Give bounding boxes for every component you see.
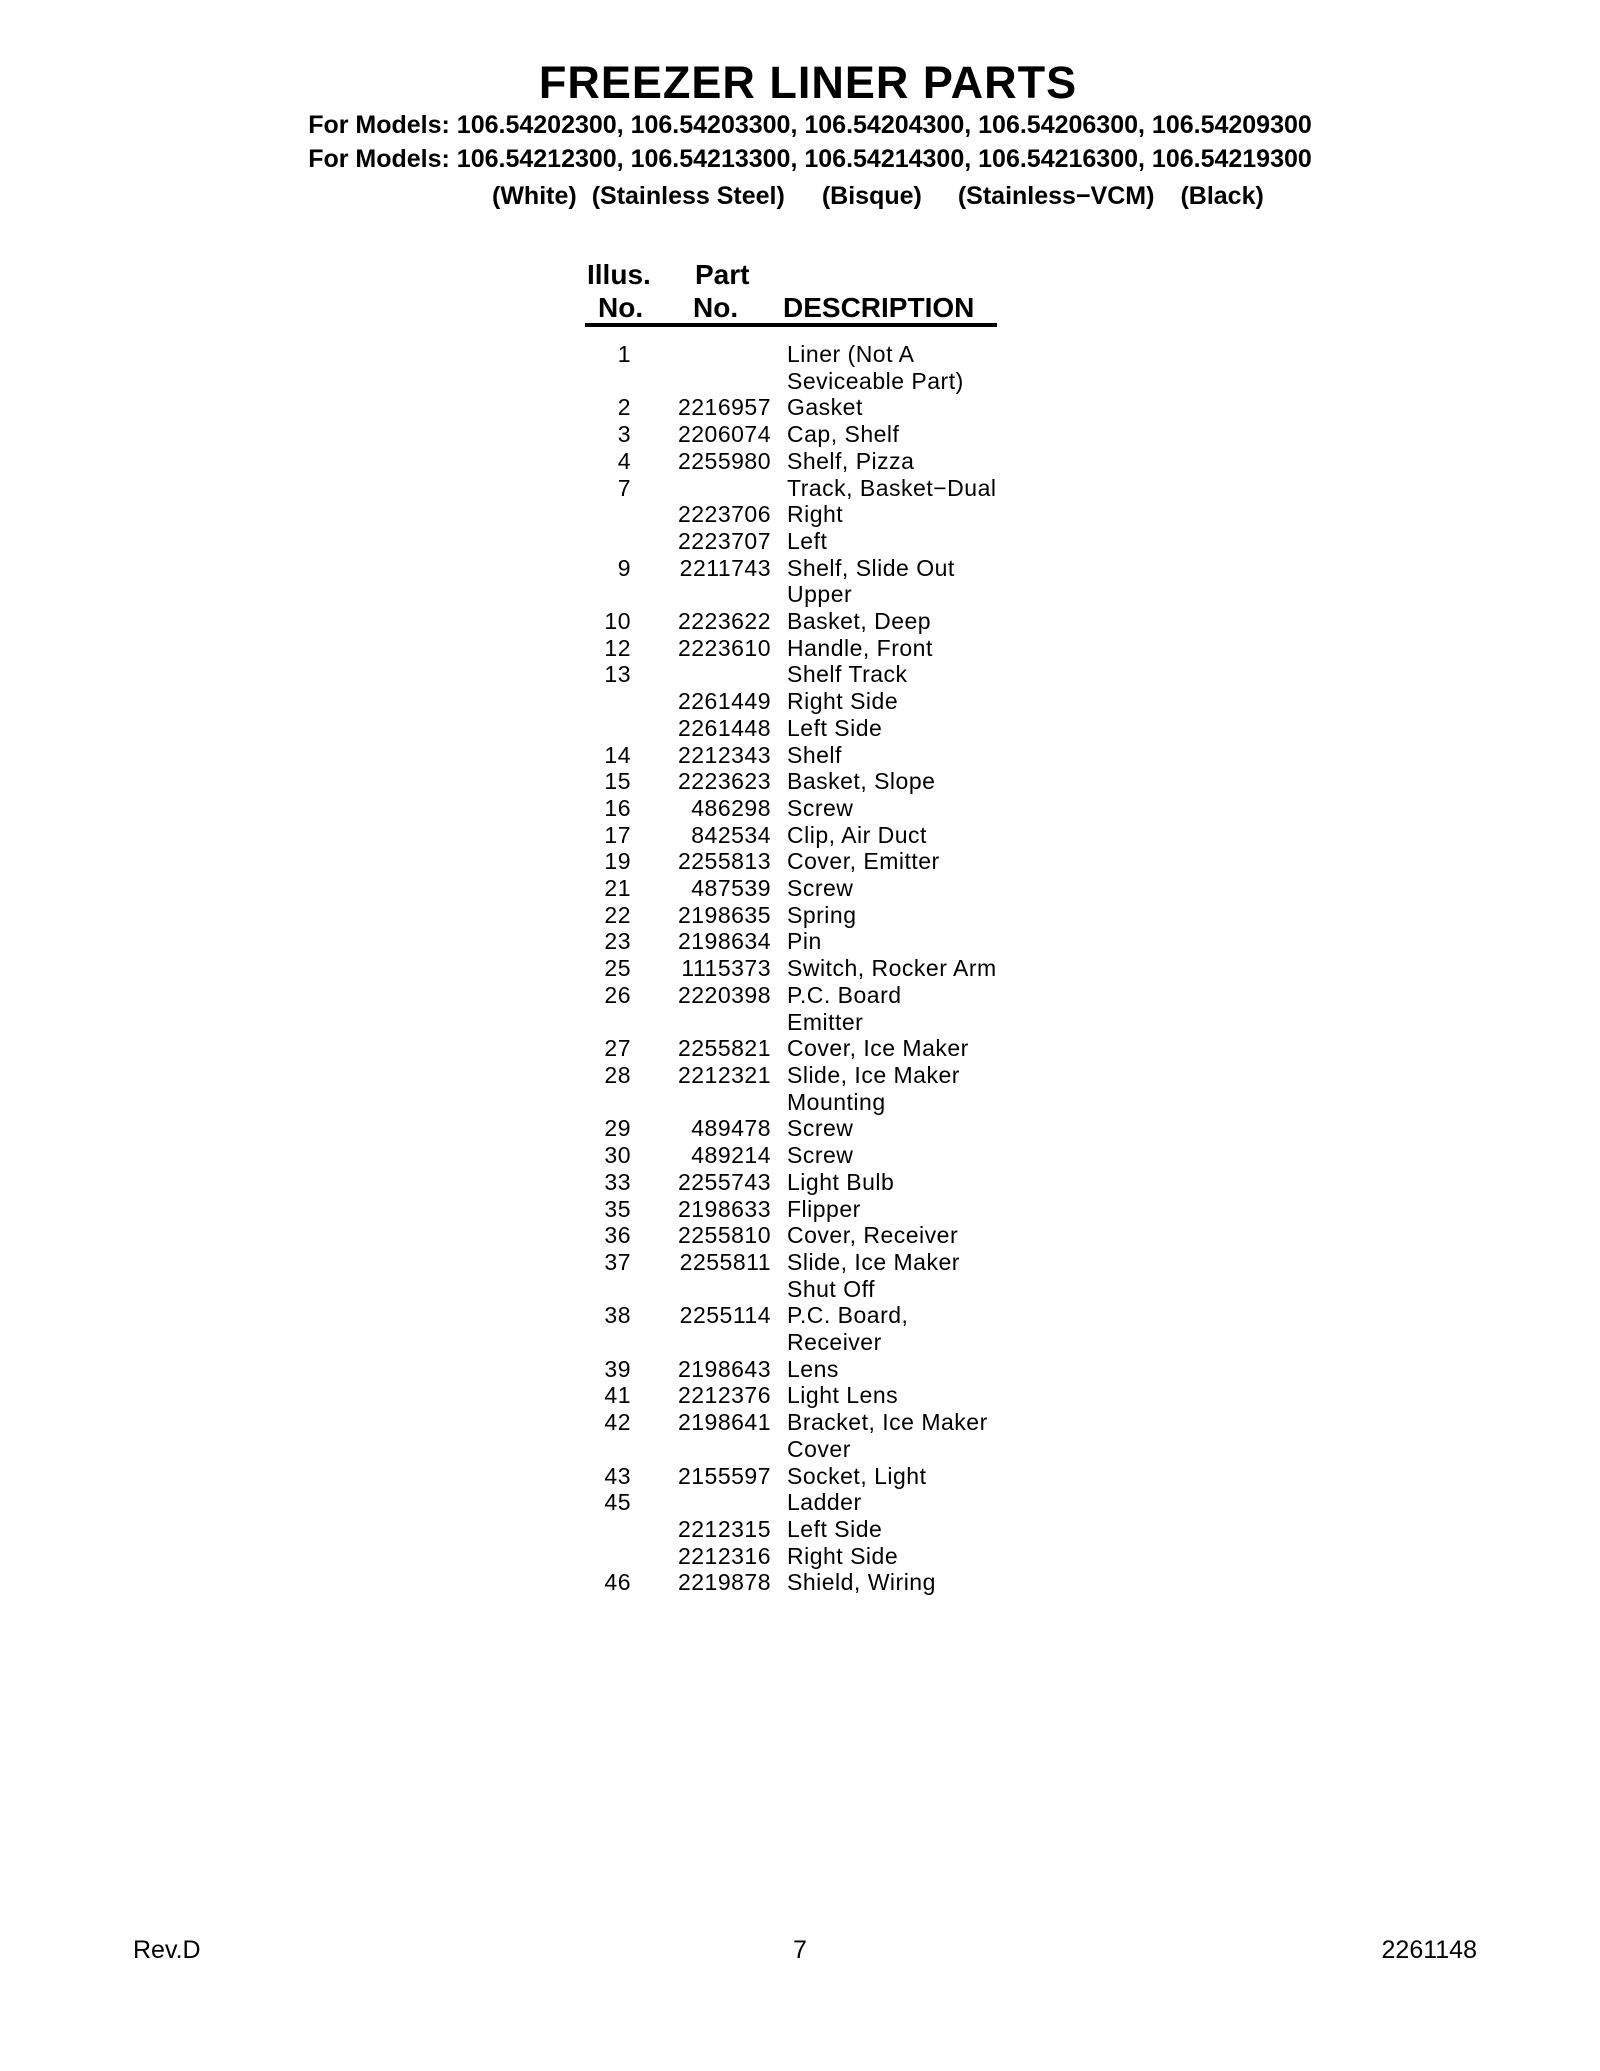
part-no-cell: 2255114 bbox=[679, 1302, 771, 1329]
illus-no-cell: 13 bbox=[604, 661, 631, 688]
illus-no-cell: 33 bbox=[604, 1168, 631, 1195]
table-row bbox=[585, 1302, 997, 1355]
description-line: Cover, Receiver bbox=[787, 1222, 959, 1249]
description-line: Right Side bbox=[787, 688, 899, 715]
description-line: Left Side bbox=[787, 714, 883, 741]
table-row bbox=[585, 795, 997, 822]
part-no-cell: 2198633 bbox=[677, 1195, 771, 1222]
finish-bisque: (Bisque) bbox=[821, 182, 922, 210]
description-cell bbox=[771, 1356, 839, 1383]
table-row bbox=[585, 1356, 997, 1383]
description-line: Screw bbox=[787, 1142, 854, 1169]
description-cell bbox=[771, 1142, 853, 1169]
description-line: Cover, Ice Maker bbox=[787, 1035, 969, 1062]
part-no-cell: 2212315 bbox=[677, 1515, 771, 1542]
description-cell bbox=[771, 555, 955, 608]
table-row bbox=[585, 1222, 997, 1249]
table-row bbox=[585, 501, 997, 528]
table-row bbox=[585, 1516, 997, 1543]
description-line: Track, Basket−Dual bbox=[787, 474, 997, 501]
table-row bbox=[585, 661, 997, 688]
table-row bbox=[585, 1463, 997, 1490]
description-cell bbox=[771, 768, 935, 795]
description-cell bbox=[771, 688, 898, 715]
illus-no-cell: 10 bbox=[604, 608, 631, 635]
description-cell bbox=[771, 742, 842, 769]
table-row bbox=[585, 528, 997, 555]
part-no-cell: 2255980 bbox=[677, 447, 771, 474]
part-no-cell: 2219878 bbox=[677, 1569, 771, 1596]
part-no-cell: 842534 bbox=[691, 821, 771, 848]
part-no-cell: 2198635 bbox=[677, 901, 771, 928]
description-cell bbox=[771, 1569, 936, 1596]
table-row bbox=[585, 715, 997, 742]
illus-no-cell: 39 bbox=[604, 1355, 631, 1382]
description-line: Lens bbox=[787, 1355, 839, 1382]
table-row bbox=[585, 394, 997, 421]
description-cell bbox=[771, 1249, 960, 1302]
table-row bbox=[585, 1196, 997, 1223]
parts-table-body bbox=[585, 341, 997, 1596]
description-line: Clip, Air Duct bbox=[787, 821, 927, 848]
illus-no-cell: 36 bbox=[604, 1222, 631, 1249]
description-line: Shelf bbox=[787, 741, 842, 768]
model-list bbox=[10, 109, 1600, 176]
description-cell bbox=[771, 475, 996, 502]
footer-revision: Rev.D bbox=[133, 1936, 201, 1964]
part-no-cell: 2220398 bbox=[677, 981, 771, 1008]
table-row bbox=[585, 1543, 997, 1570]
part-no-cell: 2212343 bbox=[677, 741, 771, 768]
illus-no-cell: 21 bbox=[604, 875, 631, 902]
description-cell bbox=[771, 1115, 853, 1142]
illus-no-cell: 2 bbox=[617, 394, 631, 421]
description-cell bbox=[771, 421, 899, 448]
description-cell bbox=[771, 1222, 958, 1249]
description-line: Mounting bbox=[787, 1088, 886, 1115]
description-line: P.C. Board bbox=[787, 981, 902, 1008]
table-row bbox=[585, 1489, 997, 1516]
column-header-illus: Illus. bbox=[587, 259, 651, 290]
table-row bbox=[585, 688, 997, 715]
table-row bbox=[585, 635, 997, 662]
table-row bbox=[585, 1115, 997, 1142]
description-cell bbox=[771, 448, 914, 475]
description-line: Screw bbox=[787, 1115, 854, 1142]
illus-no-cell: 23 bbox=[604, 928, 631, 955]
description-line: Emitter bbox=[787, 1008, 864, 1035]
description-cell bbox=[771, 848, 940, 875]
part-no-cell: 2216957 bbox=[677, 394, 771, 421]
description-line: Right bbox=[787, 501, 844, 528]
finish-stainless-steel: (Stainless Steel) bbox=[591, 182, 785, 210]
table-row bbox=[585, 982, 997, 1035]
table-row bbox=[585, 1035, 997, 1062]
description-cell bbox=[771, 1489, 862, 1516]
finish-stainless-vcm: (Stainless−VCM) bbox=[957, 182, 1155, 210]
illus-no-cell: 42 bbox=[604, 1409, 631, 1436]
description-line: Right Side bbox=[787, 1542, 899, 1569]
part-no-cell: 2261448 bbox=[677, 714, 771, 741]
description-line: Shield, Wiring bbox=[787, 1569, 936, 1596]
part-no-cell: 2223707 bbox=[677, 527, 771, 554]
finish-black: (Black) bbox=[1180, 182, 1264, 210]
table-row bbox=[585, 341, 997, 394]
illus-no-cell: 9 bbox=[617, 554, 631, 581]
illus-no-cell: 43 bbox=[604, 1462, 631, 1489]
description-line: Cap, Shelf bbox=[787, 421, 900, 448]
part-no-cell: 2212321 bbox=[677, 1061, 771, 1088]
illus-no-cell: 1 bbox=[617, 341, 631, 367]
description-cell bbox=[771, 1543, 898, 1570]
description-line: Gasket bbox=[787, 394, 863, 421]
illus-no-cell: 22 bbox=[604, 901, 631, 928]
illus-no-cell: 37 bbox=[604, 1248, 631, 1275]
description-cell bbox=[771, 902, 856, 929]
description-cell bbox=[771, 608, 931, 635]
part-no-cell: 2198634 bbox=[677, 928, 771, 955]
table-row bbox=[585, 1169, 997, 1196]
description-line: Basket, Slope bbox=[787, 768, 936, 795]
description-cell bbox=[771, 341, 964, 394]
description-cell bbox=[771, 1516, 882, 1543]
illus-no-cell: 35 bbox=[604, 1195, 631, 1222]
part-no-cell: 2206074 bbox=[677, 421, 771, 448]
part-no-cell: 487539 bbox=[691, 875, 771, 902]
description-line: Flipper bbox=[787, 1195, 861, 1222]
table-row bbox=[585, 555, 997, 608]
illus-no-cell: 7 bbox=[617, 474, 631, 501]
table-row bbox=[585, 928, 997, 955]
part-no-cell: 489478 bbox=[691, 1115, 771, 1142]
description-line: Screw bbox=[787, 875, 854, 902]
table-row bbox=[585, 742, 997, 769]
part-no-cell: 2223610 bbox=[677, 634, 771, 661]
illus-no-cell: 41 bbox=[604, 1382, 631, 1409]
footer-doc-number: 2261148 bbox=[1381, 1936, 1477, 1964]
illus-no-cell: 38 bbox=[604, 1302, 631, 1329]
part-no-cell: 2255811 bbox=[679, 1248, 771, 1275]
description-line: Receiver bbox=[787, 1329, 882, 1356]
table-row bbox=[585, 475, 997, 502]
description-cell bbox=[771, 1035, 969, 1062]
description-cell bbox=[771, 501, 843, 528]
column-header-part: Part bbox=[695, 259, 750, 290]
illus-no-cell: 3 bbox=[617, 421, 631, 448]
description-cell bbox=[771, 1302, 908, 1355]
part-no-cell: 2211743 bbox=[679, 554, 771, 581]
description-cell bbox=[771, 1409, 988, 1462]
part-no-cell: 2223706 bbox=[677, 501, 771, 528]
illus-no-cell: 4 bbox=[617, 447, 631, 474]
description-line: Shelf, Slide Out bbox=[787, 554, 955, 581]
illus-no-cell: 26 bbox=[604, 981, 631, 1008]
description-cell bbox=[771, 928, 822, 955]
description-line: Spring bbox=[787, 901, 857, 928]
part-no-cell: 2255810 bbox=[677, 1222, 771, 1249]
part-no-cell: 2261449 bbox=[677, 688, 771, 715]
description-cell bbox=[771, 955, 997, 982]
illus-no-cell: 25 bbox=[604, 955, 631, 982]
table-row bbox=[585, 1142, 997, 1169]
table-row bbox=[585, 902, 997, 929]
description-line: Shelf Track bbox=[787, 661, 908, 688]
table-row bbox=[585, 1249, 997, 1302]
part-no-cell: 489214 bbox=[691, 1142, 771, 1169]
description-cell bbox=[771, 1382, 898, 1409]
column-header-description: DESCRIPTION bbox=[783, 292, 975, 323]
illus-no-cell: 17 bbox=[604, 821, 631, 848]
description-line: Light Bulb bbox=[787, 1168, 895, 1195]
description-line: Bracket, Ice Maker bbox=[787, 1409, 988, 1436]
part-no-cell: 2223622 bbox=[677, 608, 771, 635]
description-cell bbox=[771, 394, 863, 421]
illus-no-cell: 12 bbox=[604, 634, 631, 661]
column-header-part-no: No. bbox=[693, 292, 739, 323]
description-line: Left bbox=[787, 527, 828, 554]
description-line: Cover bbox=[787, 1435, 851, 1462]
footer-page-number: 7 bbox=[793, 1936, 807, 1964]
description-line: P.C. Board, bbox=[787, 1302, 909, 1329]
description-line: Liner (Not A bbox=[787, 341, 915, 367]
description-line: Handle, Front bbox=[787, 634, 933, 661]
model-list-line-2: For Models: 106.54212300, 106.54213300, 106.54214300, 106.54216300, 106.54219300 bbox=[308, 144, 1312, 173]
description-line: Shut Off bbox=[787, 1275, 875, 1302]
description-cell bbox=[771, 822, 927, 849]
table-row bbox=[585, 448, 997, 475]
table-row bbox=[585, 1382, 997, 1409]
description-cell bbox=[771, 661, 908, 688]
description-cell bbox=[771, 1463, 926, 1490]
page-title: FREEZER LINER PARTS bbox=[538, 57, 1078, 108]
table-row bbox=[585, 875, 997, 902]
finish-options bbox=[492, 182, 1264, 210]
finish-white: (White) bbox=[492, 182, 577, 210]
description-cell bbox=[771, 795, 853, 822]
table-row bbox=[585, 1569, 997, 1596]
part-no-cell: 2198641 bbox=[677, 1409, 771, 1436]
description-cell bbox=[771, 875, 853, 902]
table-row bbox=[585, 608, 997, 635]
column-header-illus-no: No. bbox=[598, 292, 644, 323]
description-line: Slide, Ice Maker bbox=[787, 1061, 960, 1088]
description-line: Switch, Rocker Arm bbox=[787, 955, 997, 982]
description-line: Slide, Ice Maker bbox=[787, 1248, 960, 1275]
description-cell bbox=[771, 528, 827, 555]
description-line: Seviceable Part) bbox=[787, 367, 964, 394]
table-row bbox=[585, 848, 997, 875]
part-no-cell: 2223623 bbox=[677, 768, 771, 795]
table-row bbox=[585, 1062, 997, 1115]
table-row bbox=[585, 421, 997, 448]
table-row bbox=[585, 768, 997, 795]
illus-no-cell: 30 bbox=[604, 1142, 631, 1169]
illus-no-cell: 16 bbox=[604, 794, 631, 821]
part-no-cell: 2198643 bbox=[677, 1355, 771, 1382]
table-row bbox=[585, 1409, 997, 1462]
table-row bbox=[585, 822, 997, 849]
description-cell bbox=[771, 715, 882, 742]
illus-no-cell: 28 bbox=[604, 1061, 631, 1088]
description-line: Shelf, Pizza bbox=[787, 447, 915, 474]
description-line: Pin bbox=[787, 928, 822, 955]
table-row bbox=[585, 955, 997, 982]
description-line: Left Side bbox=[787, 1515, 883, 1542]
illus-no-cell: 19 bbox=[604, 848, 631, 875]
illus-no-cell: 29 bbox=[604, 1115, 631, 1142]
description-line: Light Lens bbox=[787, 1382, 899, 1409]
model-list-line-1: For Models: 106.54202300, 106.54203300, 106.54204300, 106.54206300, 106.54209300 bbox=[308, 111, 1312, 139]
description-line: Ladder bbox=[787, 1489, 862, 1516]
part-no-cell: 2212316 bbox=[677, 1542, 771, 1569]
description-line: Upper bbox=[787, 581, 853, 608]
part-no-cell: 1115373 bbox=[681, 955, 771, 982]
illus-no-cell: 45 bbox=[604, 1489, 631, 1516]
part-no-cell: 2255813 bbox=[677, 848, 771, 875]
description-line: Socket, Light bbox=[787, 1462, 927, 1489]
illus-no-cell: 27 bbox=[604, 1035, 631, 1062]
part-no-cell: 2255743 bbox=[677, 1168, 771, 1195]
header-rule bbox=[585, 323, 997, 327]
part-no-cell: 2255821 bbox=[677, 1035, 771, 1062]
description-cell bbox=[771, 1196, 861, 1223]
part-no-cell: 486298 bbox=[691, 794, 771, 821]
part-no-cell: 2212376 bbox=[677, 1382, 771, 1409]
illus-no-cell: 15 bbox=[604, 768, 631, 795]
description-line: Screw bbox=[787, 794, 854, 821]
description-cell bbox=[771, 1062, 960, 1115]
description-line: Cover, Emitter bbox=[787, 848, 940, 875]
description-cell bbox=[771, 1169, 894, 1196]
illus-no-cell: 46 bbox=[604, 1569, 631, 1596]
illus-no-cell: 14 bbox=[604, 741, 631, 768]
description-cell bbox=[771, 982, 902, 1035]
description-cell bbox=[771, 635, 933, 662]
part-no-cell: 2155597 bbox=[677, 1462, 771, 1489]
description-line: Basket, Deep bbox=[787, 608, 932, 635]
